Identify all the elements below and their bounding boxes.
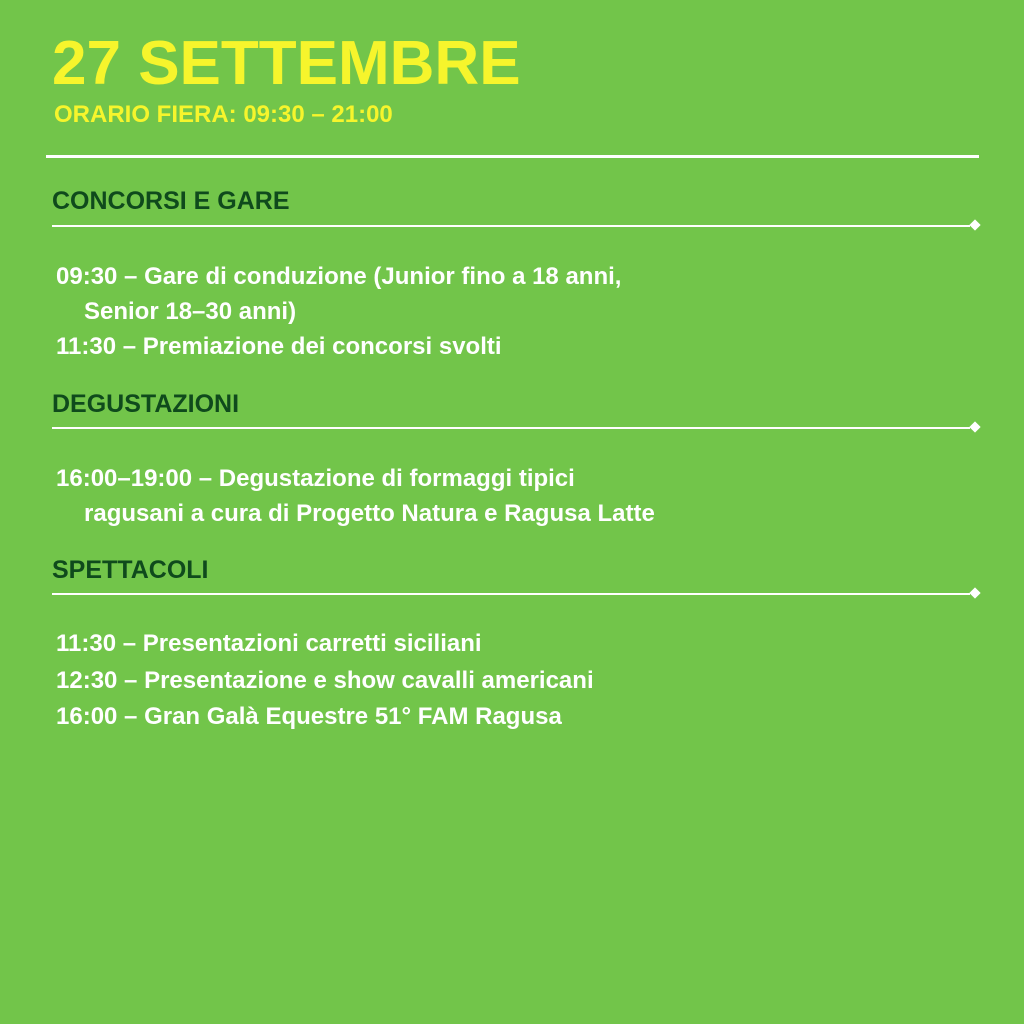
item-text: 16:00 – Gran Galà Equestre 51° FAM Ragusa (56, 703, 562, 730)
item-text: 09:30 – Gare di conduzione (Junior fino a 18 anni, (56, 263, 622, 290)
header-divider (46, 155, 979, 158)
diamond-icon (969, 421, 980, 432)
list-item (56, 663, 594, 698)
list-item (56, 699, 562, 734)
section-divider (52, 427, 970, 429)
item-text: 16:00–19:00 – Degustazione di formaggi tipici (56, 465, 575, 492)
item-text-continued: ragusani a cura di Progetto Natura e Ragusa Latte (84, 500, 655, 527)
diamond-icon (969, 587, 980, 598)
list-item (56, 461, 655, 531)
list-item (56, 626, 482, 661)
item-text: 12:30 – Presentazione e show cavalli americani (56, 667, 594, 694)
list-item (56, 259, 621, 329)
section-title-concorsi: CONCORSI E GARE (52, 187, 290, 215)
section-title-spettacoli: SPETTACOLI (52, 556, 209, 584)
fair-hours: ORARIO FIERA: 09:30 – 21:00 (54, 101, 393, 128)
section-divider (52, 593, 970, 595)
item-text: 11:30 – Presentazioni carretti siciliani (56, 630, 482, 657)
item-text: 11:30 – Premiazione dei concorsi svolti (56, 333, 502, 360)
diamond-icon (969, 219, 980, 230)
page-title: 27 SETTEMBRE (52, 29, 521, 98)
list-item (56, 329, 502, 364)
section-title-degustazioni: DEGUSTAZIONI (52, 390, 240, 418)
item-text-continued: Senior 18–30 anni) (84, 298, 297, 325)
section-divider (52, 225, 970, 227)
